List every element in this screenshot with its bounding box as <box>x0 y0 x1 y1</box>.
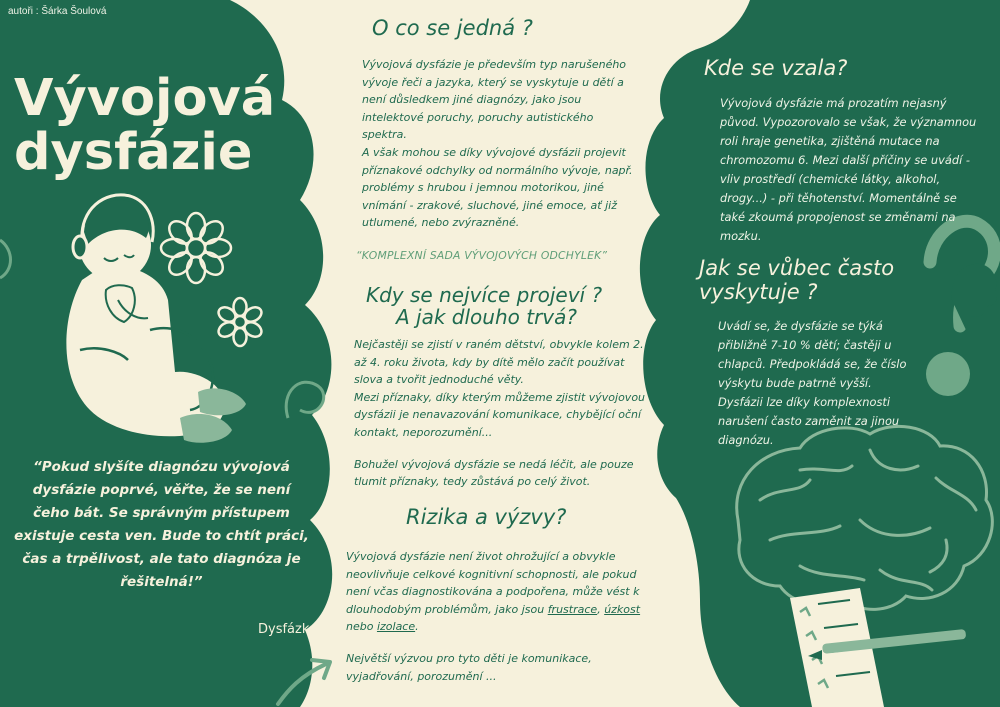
frequency-heading <box>699 256 894 304</box>
origin-heading: Kde se vzala? <box>704 56 848 80</box>
risks-text-1: Vývojová dysfázie není život ohrožující a obvykle neovlivňuje celkové kognitivní schopnosti, ale pokud není včas diagnostikována a podpořena, může vést k dlouhodobým problémům, jako jsou frustrace, úzkost nebo izolace. <box>346 550 641 634</box>
when-heading <box>366 284 602 328</box>
link-frustrace[interactable]: frustrace <box>547 602 598 616</box>
what-text <box>362 56 634 232</box>
frequency-heading-line-2: vyskytuje ? <box>699 280 818 304</box>
title-line-1: Vývojová <box>14 69 276 128</box>
when-heading-line-1: Kdy se nejvíce projeví ? <box>366 283 603 307</box>
title-line-2: dysfázie <box>14 122 253 182</box>
origin-text: Vývojová dysfázie má prozatím nejasný původ. Vypozorovalo se však, že významnou roli hraje genetika, zjištěná mutace na chromozomu 6. Mezi další příčiny se uvádí - vliv prostředí (chemické látky, alkohol, drogy...) - při těhotenství. Momentálně se také zkoumá propojenost se změnami na mozku. <box>720 96 977 243</box>
frequency-heading-line-1: Jak se vůbec často <box>699 256 895 280</box>
what-text-2: A však mohou se díky vývojové dysfázii projevit příznakové odchylky od normálního vývoje, např. problémy s hrubou i jemnou motorikou, jiné vnímání - zrakové, sluchové, jiné emoce, ať již utlumené, nebo zvýrazněné. <box>362 145 633 230</box>
frequency-text: Uvádí se, že dysfázie se týká přibližně 7-10 % dětí; častěji u chlapců. Předpokládá se, že číslo výskytu bude patrně vyšší. Dysfázii lze díky komplexnosti narušení často zaměnit za jinou diagnózu. <box>718 319 907 447</box>
page-title <box>14 69 276 182</box>
when-text <box>354 336 648 491</box>
link-izolace[interactable]: izolace <box>376 620 416 634</box>
when-text-1: Nejčastěji se zjistí v raném dětství, obvykle kolem 2. až 4. roku života, kdy by dítě mělo začít používat slova a tvořit jednoduché věty. <box>354 338 644 387</box>
when-text-3: Bohužel vývojová dysfázie se nedá léčit, ale pouze tlumit příznaky, tedy zůstává po celý život. <box>354 457 634 489</box>
author-credit: autoři : Šárka Šoulová <box>8 6 107 17</box>
risks-text <box>346 548 646 685</box>
link-uzkost[interactable]: úzkost <box>604 602 641 616</box>
what-caps-note: “KOMPLEXNÍ SADA VÝVOJOVÝCH ODCHYLEK” <box>356 249 608 262</box>
when-text-2: Mezi příznaky, díky kterým můžeme zjistit vývojovou dysfázii je nenavazování komunikace, chybějící oční kontakt, neporozumění... <box>354 390 646 439</box>
quote-text: “Pokud slyšíte diagnózu vývojová dysfázie poprvé, věřte, že se není čeho bát. Se správným přístupem existuje cesta ven. Bude to chtít práci, čas a trpělivost, ale tato diagnóza je řešitelná!” <box>14 459 309 590</box>
when-heading-line-2: A jak dlouho trvá? <box>396 305 577 329</box>
risks-text-1-body: Vývojová dysfázie není život ohrožující a obvykle neovlivňuje celkové kognitivní schopnosti, ale pokud není včas diagnostikována a podpořena, může vést k dlouhodobým problémům, jako jsou <box>346 550 640 616</box>
what-heading: O co se jedná ? <box>372 16 533 40</box>
risks-heading: Rizika a výzvy? <box>406 505 567 529</box>
risks-text-2: Největší výzvou pro tyto děti je komunikace, vyjadřování, porozumění ... <box>346 651 592 683</box>
quote-author: Dysfázka <box>258 622 318 637</box>
what-text-1: Vývojová dysfázie je především typ narušeného vývoje řeči a jazyka, který se vyskytuje u dětí a není důsledkem jiné diagnózy, jako jsou intelektové poruchy, poruchy autistického spektra. <box>362 58 627 142</box>
